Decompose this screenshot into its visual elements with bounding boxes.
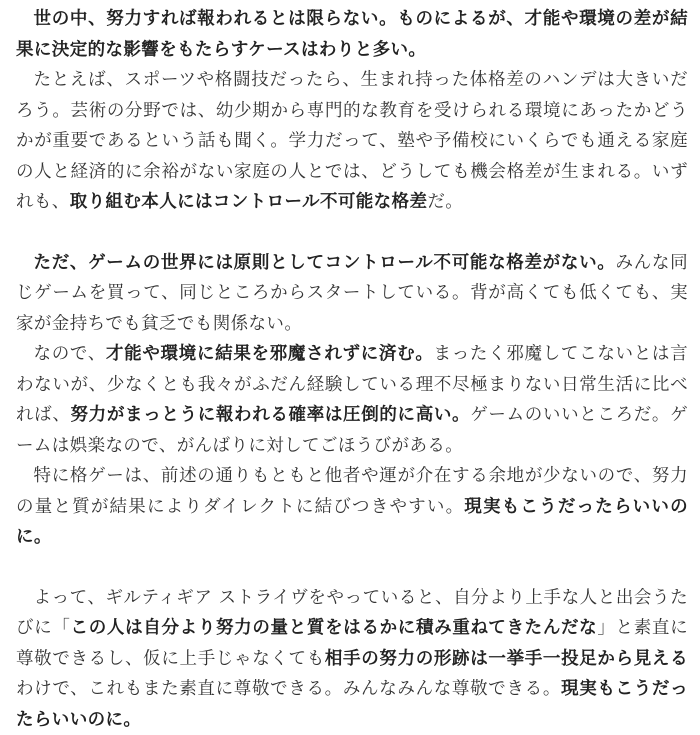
bold-text: 現実もこうだったらいいのに。 bbox=[16, 679, 688, 730]
body-text: だ。 bbox=[427, 192, 463, 212]
paragraph bbox=[16, 461, 688, 553]
body-text: 」と素直に尊敬できるし、仮に上手じゃなくても bbox=[16, 618, 688, 669]
body-text: 特に格ゲーは、前述の通りもともと他者や運が介在する余地が少ないので、努力の量と質が結果によりダイレクトに結びつきやすい。 bbox=[16, 466, 688, 517]
bold-text: 取り組む本人にはコントロール不可能な格差 bbox=[70, 192, 428, 212]
paragraph bbox=[16, 4, 688, 65]
body-text: よって、ギルティギア ストライヴをやっていると、自分より上手な人と出会うたびに「 bbox=[16, 588, 688, 639]
paragraph bbox=[16, 583, 688, 735]
bold-text: 現実もこうだったらいいのに。 bbox=[16, 497, 688, 548]
body-text: みんな同じゲームを買って、同じところからスタートしている。背が高くても低くても、実家が金持ちでも貧乏でも関係ない。 bbox=[16, 253, 688, 334]
paragraph bbox=[16, 339, 688, 461]
body-text: なので、 bbox=[34, 344, 106, 364]
bold-text: この人は自分より努力の量と質をはるかに積み重ねてきたんだな bbox=[71, 618, 598, 638]
bold-text: ただ、ゲームの世界には原則としてコントロール不可能な格差がない。 bbox=[34, 253, 616, 273]
paragraph bbox=[16, 248, 688, 340]
body-text: わけで、これもまた素直に尊敬できる。みんなみんな尊敬できる。 bbox=[16, 679, 561, 699]
bold-text: 才能や環境に結果を邪魔されずに済む。 bbox=[106, 344, 434, 364]
bold-text: 努力がまっとうに報われる確率は圧倒的に高い。 bbox=[71, 405, 471, 425]
bold-text: 世の中、努力すれば報われるとは限らない。ものによるが、才能や環境の差が結果に決定的な影響をもたらすケースはわりと多い。 bbox=[16, 9, 688, 60]
paragraph bbox=[16, 65, 688, 218]
body-text: たとえば、スポーツや格闘技だったら、生まれ持った体格差のハンデは大きいだろう。芸術の分野では、幼少期から専門的な教育を受けられる環境にあったかどうかが重要であるという話も聞く。学力だって、塾や予備校にいくらでも通える家庭の人と経済的に余裕がない家庭の人とでは、どうしても機会格差が生まれる。いずれも、 bbox=[16, 70, 688, 212]
bold-text: 相手の努力の形跡は一挙手一投足から見える bbox=[325, 649, 688, 669]
body-text: ゲームのいいところだ。ゲームは娯楽なので、がんばりに対してごほうびがある。 bbox=[16, 405, 688, 456]
body-text: まったく邪魔してこないとは言わないが、少なくとも我々がふだん経験している理不尽極まりない日常生活に比べれば、 bbox=[16, 344, 688, 425]
